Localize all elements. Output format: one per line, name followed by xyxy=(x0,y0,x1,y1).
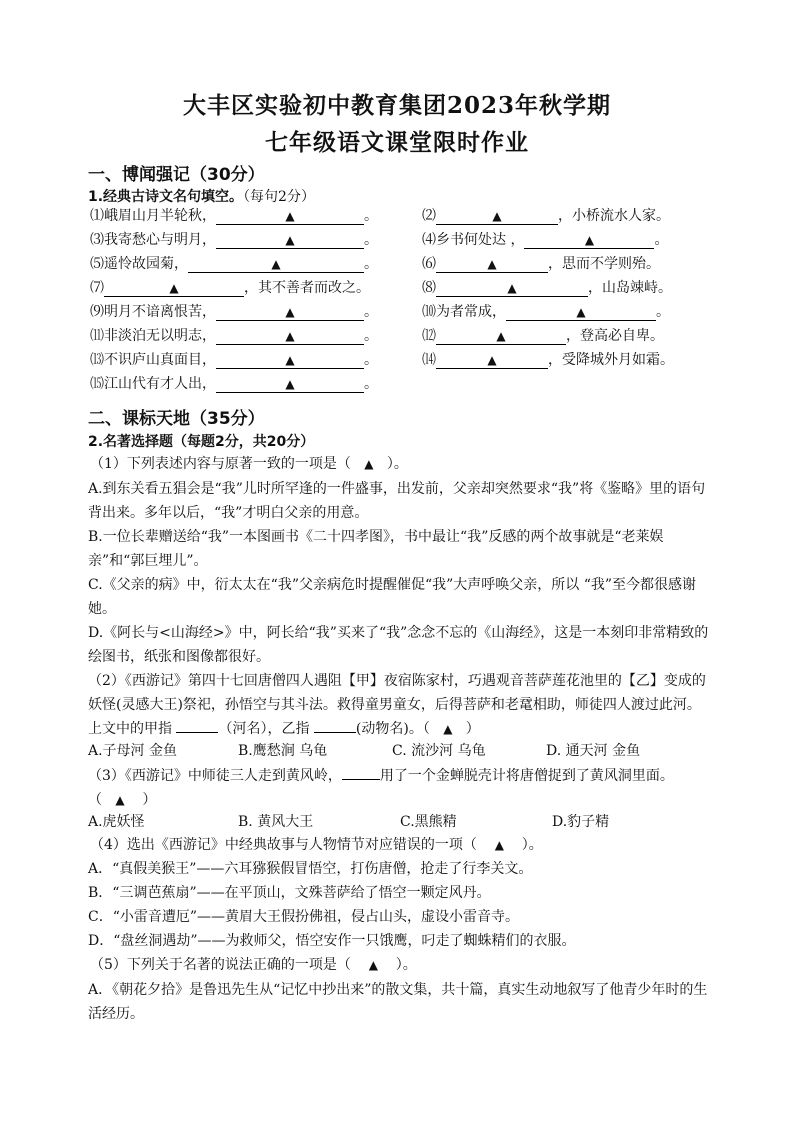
answer-blank[interactable] xyxy=(342,765,380,780)
option-4b: B．“三调芭蕉扇”——在平顶山，文殊菩萨给了悟空一颗定风丹。 xyxy=(88,885,491,901)
question1-heading xyxy=(88,186,315,206)
poem-item-5: ⑸遥怜故园菊， ▲ 。 xyxy=(90,256,378,272)
option-1d: D.《阿长与<山海经>》中，阿长给“我”买来了“我”念念不忘的《山海经》，这是一本刻印非常精致的绘图书，纸张和图像都很好。 xyxy=(88,625,709,665)
poem-item-7: ⑺ ▲ ，其不善者而改之。 xyxy=(90,280,370,296)
question1-title: 1.经典古诗文名句填空。 xyxy=(88,189,244,205)
triangle-marker-icon: ▲ xyxy=(285,233,295,247)
triangle-marker-icon: ▲ xyxy=(496,329,506,343)
subquestion-5-stem: （5）下列关于名著的说法正确的一项是（ ▲ ）。 xyxy=(90,957,417,973)
section2-heading: 二、课标天地（35分） xyxy=(88,409,265,429)
exam-title-line2: 七年级语文课堂限时作业 xyxy=(265,129,529,156)
option-5a: A．《朝花夕拾》是鲁迅先生从“记忆中抄出来”的散文集，共十篇，真实生动地叙写了他青少年时的生活经历。 xyxy=(88,982,708,1022)
answer-blank[interactable] xyxy=(216,352,364,369)
triangle-marker-icon: ▲ xyxy=(487,257,497,271)
answer-blank[interactable] xyxy=(188,256,364,273)
subquestion-1-stem: （1）下列表述内容与原著一致的一项是（ ▲ ）。 xyxy=(90,456,408,472)
triangle-marker-icon: ▲ xyxy=(487,353,497,367)
answer-blank[interactable] xyxy=(216,328,364,345)
triangle-marker-icon: ▲ xyxy=(285,329,295,343)
answer-blank[interactable] xyxy=(524,232,654,249)
answer-blank[interactable] xyxy=(216,232,364,249)
triangle-marker-icon: ▲ xyxy=(285,305,295,319)
option-4a: A．“真假美猴王”——六耳猕猴假冒悟空，打伤唐僧，抢走了行李关文。 xyxy=(88,861,533,877)
subquestion-2-stem: （2）《西游记》第四十七回唐僧四人遇阻【甲】夜宿陈家村，巧遇观音菩萨莲花池里的【乙】变成的妖怪(灵感大王)祭祀，孙悟空与其斗法。救得童男童女，后得菩萨和老鼋相助，师徒四人渡过此河。上文中的甲指 （河名），乙指 (动物名)。（ ▲ ） xyxy=(88,673,706,737)
poem-item-1: ⑴峨眉山月半轮秋， ▲ 。 xyxy=(90,208,378,224)
poem-item-14: ⒁ ▲ ，受降城外月如霜。 xyxy=(422,352,674,368)
option-2c: C. 流沙河 乌龟 xyxy=(392,743,486,759)
subquestion-3-stem: （3）《西游记》中师徒三人走到黄风岭， 用了一个金蝉脱壳计将唐僧捉到了黄风洞里面。（ ▲ ） xyxy=(88,764,712,812)
answer-blank[interactable] xyxy=(216,304,364,321)
poem-item-11: ⑾非淡泊无以明志， ▲ 。 xyxy=(90,328,378,344)
triangle-marker-icon: ▲ xyxy=(169,281,179,295)
poem-item-13: ⒀不识庐山真面目， ▲ 。 xyxy=(90,352,378,368)
poem-item-3: ⑶我寄愁心与明月， ▲ 。 xyxy=(90,232,378,248)
triangle-marker-icon: ▲ xyxy=(285,353,295,367)
triangle-marker-icon: ▲ xyxy=(576,305,586,319)
question2-heading: 2.名著选择题（每题2分，共20分） xyxy=(88,434,315,450)
option-1b: B.一位长辈赠送给“我”一本图画书《二十四孝图》，书中最让“我”反感的两个故事就是“老莱娱亲”和“郭巨埋儿”。 xyxy=(88,529,664,569)
answer-blank[interactable] xyxy=(436,280,588,297)
triangle-marker-icon: ▲ xyxy=(285,209,295,223)
answer-blank[interactable] xyxy=(176,718,218,733)
option-3c: C.黑熊精 xyxy=(400,814,457,830)
answer-blank[interactable] xyxy=(436,328,566,345)
triangle-marker-icon: ▲ xyxy=(492,209,502,223)
poem-item-15: ⒂江山代有才人出， ▲ 。 xyxy=(90,376,378,392)
triangle-marker-icon: ▲ xyxy=(285,377,295,391)
poem-item-2: ⑵ ▲ ，小桥流水人家。 xyxy=(422,208,670,224)
answer-blank[interactable] xyxy=(436,208,558,225)
triangle-marker-icon: ▲ xyxy=(271,257,281,271)
triangle-marker-icon: ▲ xyxy=(364,457,374,471)
exam-title-line1: 大丰区实验初中教育集团2023年秋学期 xyxy=(182,92,611,119)
triangle-marker-icon: ▲ xyxy=(507,281,517,295)
poem-item-6: ⑹ ▲ ，思而不学则殆。 xyxy=(422,256,660,272)
option-1c: C.《父亲的病》中，衍太太在“我”父亲病危时提醒催促“我”大声呼唤父亲，所以 “我”至今都很感谢她。 xyxy=(88,577,697,617)
question1-points: （每句2分） xyxy=(243,189,315,205)
poem-item-10: ⑽为者常成， ▲ 。 xyxy=(422,304,670,320)
option-3b: B. 黄风大王 xyxy=(238,814,314,830)
triangle-marker-icon: ▲ xyxy=(494,838,504,852)
triangle-marker-icon: ▲ xyxy=(115,793,125,807)
answer-blank[interactable] xyxy=(104,280,244,297)
answer-blank[interactable] xyxy=(506,304,656,321)
option-4d: D．“盘丝洞遇劫”——为救师父，悟空安作一只饿鹰，叼走了蜘蛛精们的衣服。 xyxy=(88,933,576,949)
option-2a: A.子母河 金鱼 xyxy=(88,743,178,759)
subquestion-4-stem: （4）选出《西游记》中经典故事与人物情节对应错误的一项（ ▲ ）。 xyxy=(90,837,543,853)
answer-blank[interactable] xyxy=(216,208,364,225)
option-2d: D. 通天河 金鱼 xyxy=(546,743,641,759)
option-2b: B.鹰愁涧 乌龟 xyxy=(238,743,328,759)
poem-item-8: ⑻ ▲ ，山岛竦峙。 xyxy=(422,280,672,296)
answer-blank[interactable] xyxy=(314,718,356,733)
answer-blank[interactable] xyxy=(436,256,548,273)
option-1a: A.到东关看五猖会是“我”儿时所罕逢的一件盛事，出发前，父亲却突然要求“我”将《鉴略》里的语句背出来。多年以后，“我”才明白父亲的用意。 xyxy=(88,481,706,521)
triangle-marker-icon: ▲ xyxy=(368,958,378,972)
option-3a: A.虎妖怪 xyxy=(88,814,145,830)
triangle-marker-icon: ▲ xyxy=(443,722,453,736)
option-4c: C．“小雷音遭厄”——黄眉大王假扮佛祖，侵占山头，虚设小雷音寺。 xyxy=(88,909,520,925)
poem-item-12: ⑿ ▲ ，登高必自卑。 xyxy=(422,328,664,344)
poem-item-4: ⑷乡书何处达 ， ▲ 。 xyxy=(422,232,669,248)
section1-heading: 一、博闻强记（30分） xyxy=(88,165,265,185)
answer-blank[interactable] xyxy=(436,352,548,369)
option-3d: D.豹子精 xyxy=(552,814,610,830)
triangle-marker-icon: ▲ xyxy=(584,233,595,247)
answer-blank[interactable] xyxy=(216,376,364,393)
poem-item-9: ⑼明月不谙离恨苦， ▲ 。 xyxy=(90,304,378,320)
